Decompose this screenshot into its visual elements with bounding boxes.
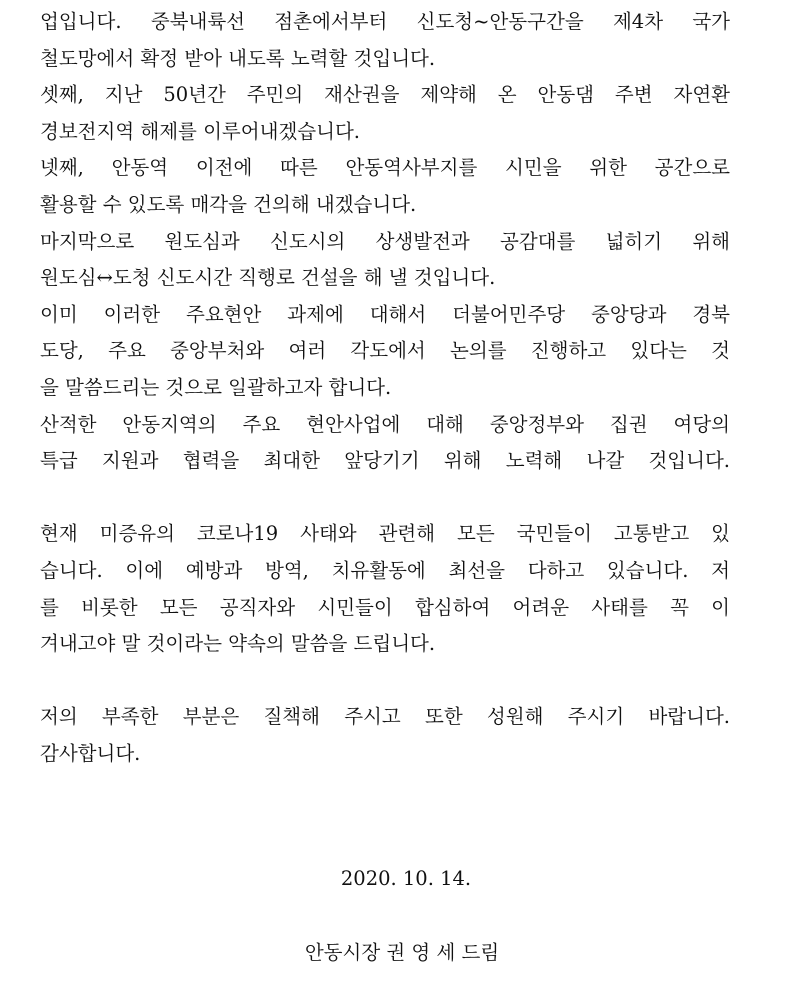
body-line: 을 말씀드리는 것으로 일괄하고자 합니다.	[40, 375, 392, 399]
body-line: 활용할 수 있도록 매각을 건의해 내겠습니다.	[40, 192, 417, 216]
letter-date: 2020. 10. 14.	[340, 867, 472, 890]
body-line: 도당, 주요 중앙부처와 여러 각도에서 논의를 진행하고 있다는 것	[40, 339, 730, 363]
body-line: 현재 미증유의 코로나19 사태와 관련해 모든 국민들이 고통받고 있	[40, 522, 730, 546]
body-line: 산적한 안동지역의 주요 현안사업에 대해 중앙정부와 집권 여당의	[40, 412, 730, 436]
body-line: 마지막으로 원도심과 신도시의 상생발전과 공감대를 넓히기 위해	[40, 229, 730, 253]
body-line: 를 비롯한 모든 공직자와 시민들이 합심하여 어려운 사태를 꼭 이	[40, 595, 730, 619]
body-line: 넷째, 안동역 이전에 따른 안동역사부지를 시민을 위한 공간으로	[40, 156, 730, 180]
body-line: 이미 이러한 주요현안 과제에 대해서 더불어민주당 중앙당과 경북	[40, 302, 730, 326]
body-line: 습니다. 이에 예방과 방역, 치유활동에 최선을 다하고 있습니다. 저	[40, 558, 730, 582]
paragraph-gap	[40, 480, 730, 517]
body-line: 경보전지역 해제를 이루어내겠습니다.	[40, 119, 360, 143]
letter-body	[40, 4, 730, 772]
body-line: 셋째, 지난 50년간 주민의 재산권을 제약해 온 안동댐 주변 자연환	[40, 83, 730, 107]
body-line: 철도망에서 확정 받아 내도록 노력할 것입니다.	[40, 46, 436, 70]
body-line: 저의 부족한 부분은 질책해 주시고 또한 성원해 주시기 바랍니다.	[40, 705, 730, 729]
paragraph-gap	[40, 663, 730, 700]
body-line: 감사합니다.	[40, 741, 141, 765]
body-line: 업입니다. 중북내륙선 점촌에서부터 신도청~안동구간을 제4차 국가	[40, 10, 730, 33]
body-line: 특급 지원과 협력을 최대한 앞당기기 위해 노력해 나갈 것입니다.	[40, 449, 730, 473]
letter-signature: 안동시장 권 영 세 드림	[304, 941, 500, 964]
body-line: 원도심↔도청 신도시간 직행로 건설을 해 낼 것입니다.	[40, 266, 496, 290]
body-line: 겨내고야 말 것이라는 약속의 말씀을 드립니다.	[40, 632, 436, 656]
